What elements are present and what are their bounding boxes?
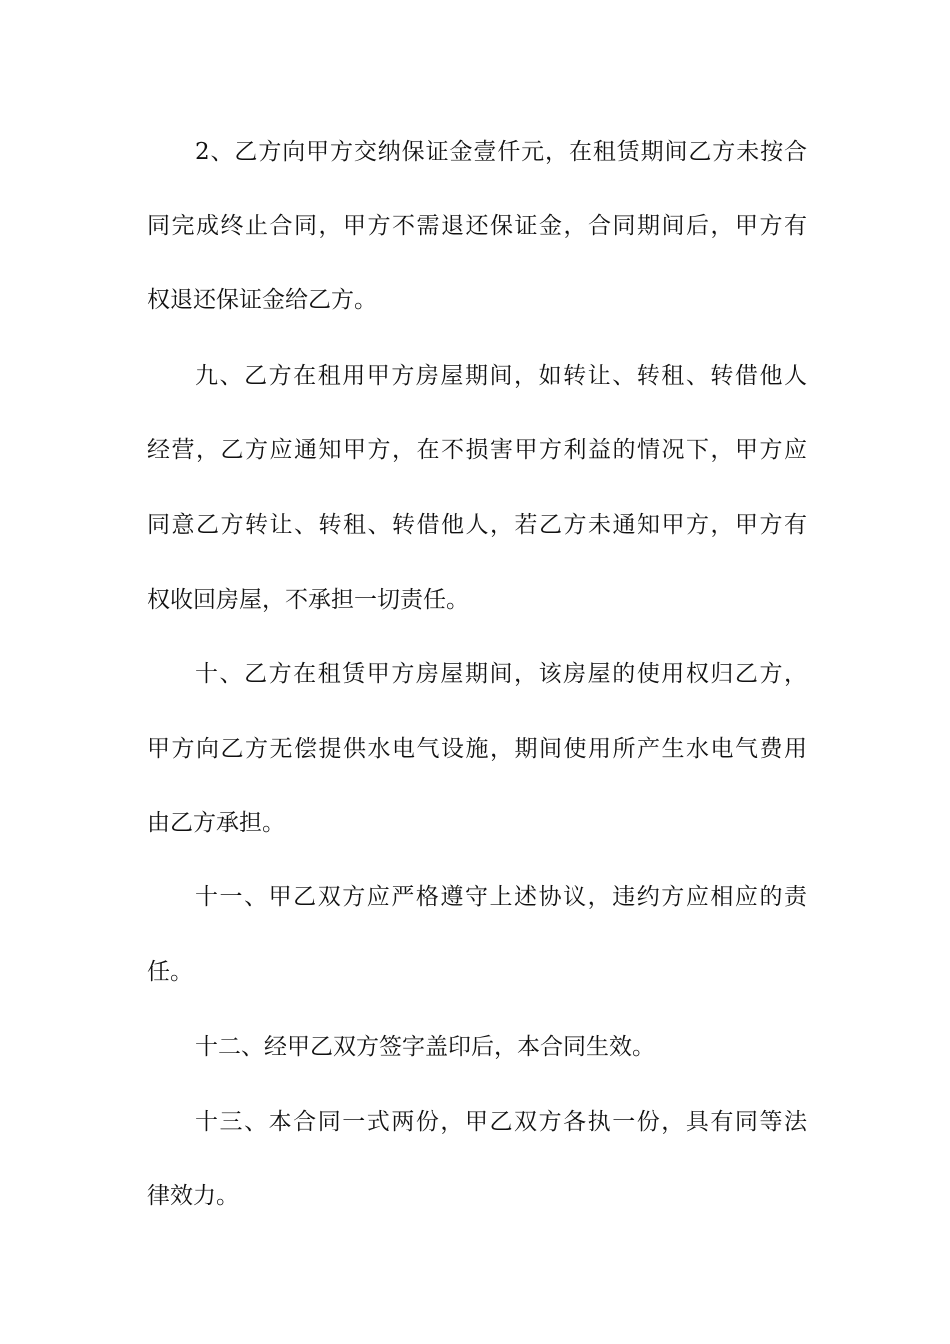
paragraph-6-line-2: 律效力。	[147, 1183, 239, 1209]
paragraph-3-line-3: 由乙方承担。	[147, 810, 285, 836]
paragraph-1-line-3: 权退还保证金给乙方。	[147, 287, 377, 313]
paragraph-2-line-3: 同意乙方转让、转租、转借他人，若乙方未通知甲方，甲方有	[147, 512, 807, 538]
paragraph-1-line-2: 同完成终止合同，甲方不需退还保证金，合同期间后，甲方有	[147, 213, 807, 239]
paragraph-2-line-4: 权收回房屋，不承担一切责任。	[147, 587, 469, 613]
paragraph-1-line-1: 2、乙方向甲方交纳保证金壹仟元，在租赁期间乙方未按合	[195, 139, 807, 165]
paragraph-3-line-1: 十、乙方在租赁甲方房屋期间，该房屋的使用权归乙方，	[195, 661, 807, 687]
paragraph-4-line-2: 任。	[147, 959, 193, 985]
paragraph-2-line-2: 经营，乙方应通知甲方，在不损害甲方利益的情况下，甲方应	[147, 437, 807, 463]
paragraph-5-line-1: 十二、经甲乙双方签字盖印后，本合同生效。	[195, 1034, 655, 1060]
paragraph-3-line-2: 甲方向乙方无偿提供水电气设施，期间使用所产生水电气费用	[147, 736, 807, 762]
paragraph-6-line-1: 十三、本合同一式两份，甲乙双方各执一份，具有同等法	[195, 1109, 807, 1135]
paragraph-4-line-1: 十一、甲乙双方应严格遵守上述协议，违约方应相应的责	[195, 884, 807, 910]
paragraph-2-line-1: 九、乙方在租用甲方房屋期间，如转让、转租、转借他人	[195, 363, 807, 389]
